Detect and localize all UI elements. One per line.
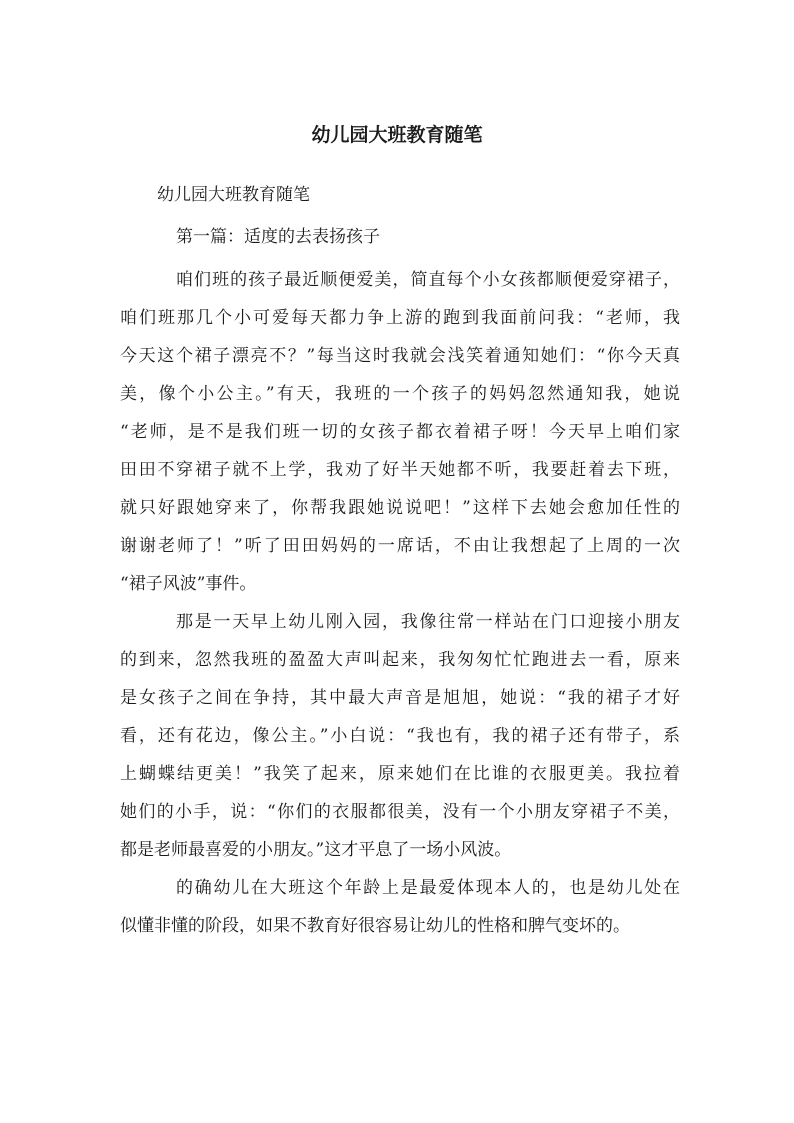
text-line: 就只好跟她穿来了，你帮我跟她说说吧！”这样下去她会愈加任性的 [120, 498, 680, 518]
text-line: 咱们班那几个小可爱每天都力争上游的跑到我面前问我：“老师，我 [120, 308, 680, 328]
text-line: 那是一天早上幼儿刚入园，我像往常一样站在门口迎接小朋友 [176, 612, 680, 632]
text-line: 她们的小手，说：“你们的衣服都很美，没有一个小朋友穿裙子不美， [120, 802, 680, 822]
text-line: 美，像个小公主。”有天，我班的一个孩子的妈妈忽然通知我，她说 [120, 384, 680, 404]
text-line: 是女孩子之间在争持，其中最大声音是旭旭，她说：“我的裙子才好 [120, 688, 680, 708]
text-line: 田田不穿裙子就不上学，我劝了好半天她都不听，我要赶着去下班， [120, 460, 680, 480]
document-subtitle: 幼儿园大班教育随笔 [157, 185, 310, 205]
text-line: “老师，是不是我们班一切的女孩子都衣着裙子呀！今天早上咱们家 [120, 422, 680, 442]
text-line: 的确幼儿在大班这个年龄上是最爱体现本人的，也是幼儿处在 [176, 878, 680, 898]
paragraph-2 [120, 603, 680, 869]
text-line: 似懂非懂的阶段，如果不教育好很容易让幼儿的性格和脾气变坏的。 [120, 916, 630, 936]
text-line: 看，还有花边，像公主。”小白说：“我也有，我的裙子还有带子，系 [120, 726, 680, 746]
text-line: 咱们班的孩子最近顺便爱美，简直每个小女孩都顺便爱穿裙子， [176, 270, 680, 290]
document-body [120, 261, 680, 945]
text-line: 的到来，忽然我班的盈盈大声叫起来，我匆匆忙忙跑进去一看，原来 [120, 650, 680, 670]
paragraph-3 [120, 869, 680, 945]
section-heading: 第一篇：适度的去表扬孩子 [176, 227, 380, 247]
text-line: 上蝴蝶结更美！”我笑了起来，原来她们在比谁的衣服更美。我拉着 [120, 764, 680, 784]
text-line: 今天这个裙子漂亮不？”每当这时我就会浅笑着通知她们：“你今天真 [120, 346, 680, 366]
text-line: 谢谢老师了！”听了田田妈妈的一席话，不由让我想起了上周的一次 [120, 536, 680, 556]
text-line: “裙子风波”事件。 [120, 574, 257, 594]
text-line: 都是老师最喜爱的小朋友。”这才平息了一场小风波。 [120, 840, 512, 860]
document-title: 幼儿园大班教育随笔 [311, 124, 483, 146]
paragraph-1 [120, 261, 680, 603]
